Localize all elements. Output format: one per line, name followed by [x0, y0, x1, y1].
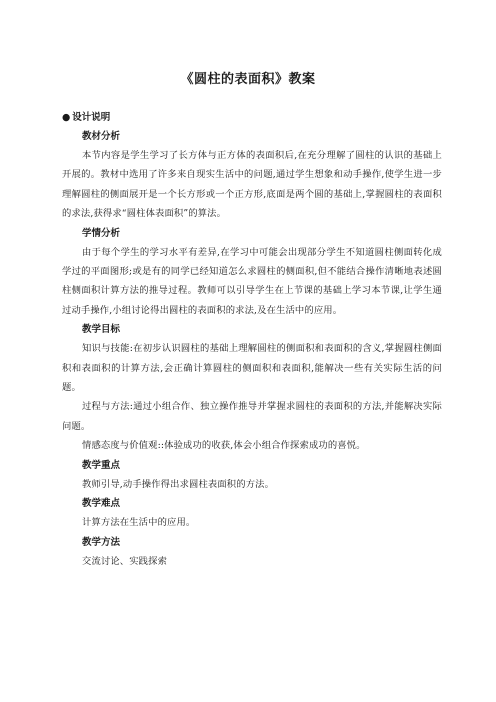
- paragraph-goal-knowledge: 知识与技能:在初步认识圆柱的基础上理解圆柱的侧面积和表面积的含义,掌握圆柱侧面积和表面积的计算方法,会正确计算圆柱的侧面积和表面积,能解决一些有关实际生活的问题。: [62, 343, 442, 394]
- document-body: [62, 108, 442, 571]
- subheading-difficulties: 教学难点: [82, 498, 121, 510]
- document-title: 《圆柱的表面积》教案: [180, 72, 316, 87]
- paragraph-key-points: 教师引导,动手操作得出求圆柱表面积的方法。: [82, 478, 275, 490]
- subheading-key-points: 教学重点: [82, 459, 121, 471]
- subheading-textbook-analysis: 教材分析: [82, 131, 121, 142]
- paragraph-difficulties: 计算方法在生活中的应用。: [82, 517, 196, 529]
- subheading-teaching-goals: 教学目标: [82, 324, 121, 336]
- subheading-teaching-methods: 教学方法: [82, 536, 121, 548]
- paragraph-goal-attitude: 情感态度与价值观::体验成功的收获,体会小组合作探索成功的喜悦。: [82, 440, 366, 452]
- paragraph-teaching-methods: 交流讨论、实践探索: [82, 555, 168, 567]
- paragraph-goal-process: 过程与方法:通过小组合作、独立操作推导并掌握求圆柱的表面积的方法,并能解决实际问题。: [62, 401, 442, 432]
- paragraph-student-analysis: 由于每个学生的学习水平有差异,在学习中可能会出现部分学生不知道圆柱侧面转化成学过的平面图形;或是有的同学已经知道怎么求圆柱的侧面积,但不能结合操作清晰地表述圆柱侧面积计算方法的推导过程。教师可以引导学生在上节课的基础上学习本节课,让学生通过动手操作,小组讨论得出圆柱的表面积的求法,及在生活中的应用。: [62, 246, 442, 316]
- paragraph-textbook-analysis: 本节内容是学生学习了长方体与正方体的表面积后,在充分理解了圆柱的认识的基础上开展的。教材中选用了许多来自现实生活中的问题,通过学生想象和动手操作,使学生进一步理解圆柱的侧面展开是一个长方形或一个正方形,底面是两个圆的基础上,掌握圆柱的表面积的求法,获得求“圆柱体表面积”的算法。: [62, 150, 442, 220]
- section-heading-label: 设计说明: [72, 112, 111, 123]
- section-heading: [62, 108, 442, 127]
- bullet-icon: ●: [62, 112, 71, 123]
- subheading-student-analysis: 学情分析: [82, 227, 121, 239]
